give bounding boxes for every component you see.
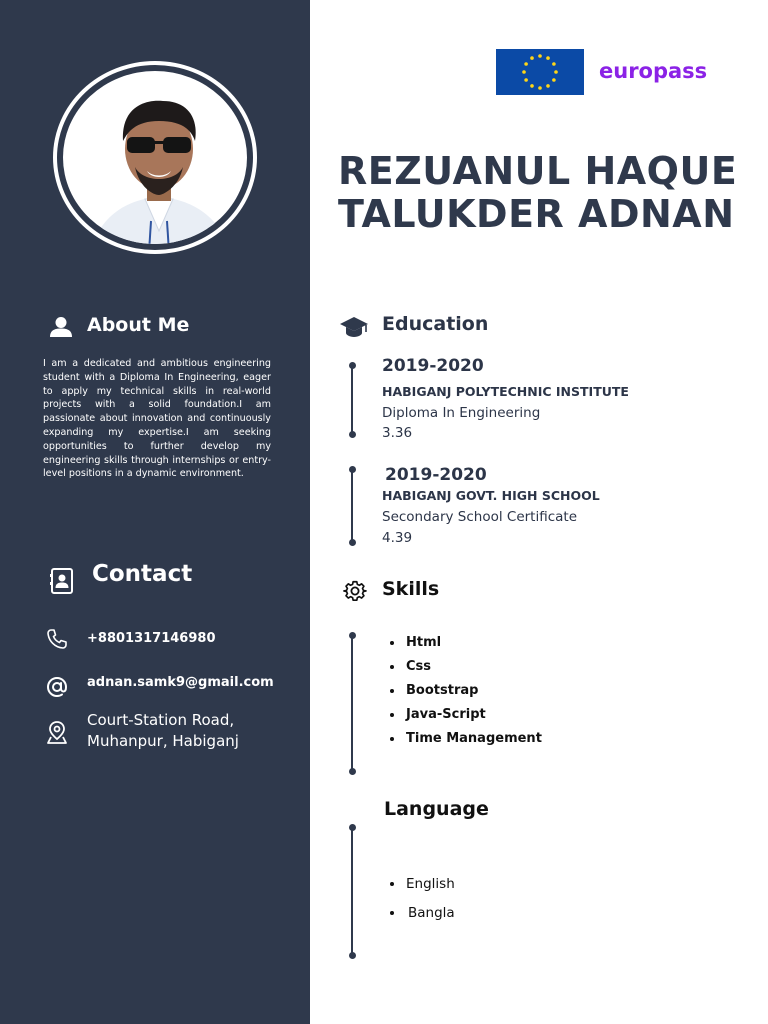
skill-item: Html	[390, 633, 542, 657]
timeline-dot	[349, 431, 356, 438]
education-timeline-1	[351, 366, 353, 434]
location-pin-icon	[45, 720, 69, 750]
skill-item: Time Management	[390, 729, 542, 753]
europass-logo: europass	[599, 59, 708, 83]
profile-photo	[53, 61, 257, 254]
education-timeline-2	[351, 470, 353, 542]
email-address[interactable]: adnan.samk9@gmail.com	[87, 675, 274, 690]
timeline-dot	[349, 768, 356, 775]
education-school: HABIGANJ POLYTECHNIC INSTITUTE	[382, 384, 629, 399]
profile-photo-image	[63, 71, 247, 244]
gear-icon	[343, 579, 367, 607]
education-grade: 3.36	[382, 425, 413, 441]
skill-item: Java-Script	[390, 705, 542, 729]
education-years: 2019-2020	[382, 356, 484, 376]
timeline-dot	[349, 466, 356, 473]
education-title: Education	[382, 313, 489, 335]
timeline-dot	[349, 539, 356, 546]
language-timeline	[351, 828, 353, 956]
language-item: Bangla	[390, 903, 455, 932]
sidebar	[0, 0, 310, 1024]
skills-title: Skills	[382, 578, 440, 600]
education-grade: 4.39	[382, 530, 413, 546]
user-icon	[49, 316, 73, 342]
timeline-dot	[349, 824, 356, 831]
phone-number[interactable]: +8801317146980	[87, 631, 216, 646]
at-sign-icon	[45, 675, 69, 703]
education-degree: Diploma In Engineering	[382, 405, 541, 421]
timeline-dot	[349, 952, 356, 959]
candidate-name: REZUANUL HAQUE TALUKDER ADNAN	[338, 149, 738, 236]
skill-item: Bootstrap	[390, 681, 542, 705]
education-school: HABIGANJ GOVT. HIGH SCHOOL	[382, 488, 600, 503]
address	[87, 710, 302, 752]
contact-card-icon	[50, 568, 74, 598]
timeline-dot	[349, 632, 356, 639]
about-title: About Me	[87, 314, 190, 336]
skill-item: Css	[390, 657, 542, 681]
address-line-1: Court-Station Road,	[87, 711, 235, 729]
language-list	[390, 874, 455, 932]
skills-timeline	[351, 636, 353, 772]
timeline-dot	[349, 362, 356, 369]
language-title: Language	[384, 798, 489, 820]
phone-icon	[45, 627, 69, 655]
language-item: English	[390, 874, 455, 903]
graduation-cap-icon	[339, 316, 369, 342]
contact-title: Contact	[92, 561, 193, 587]
education-years: 2019-2020	[385, 465, 487, 485]
eu-flag-icon	[496, 49, 584, 95]
address-line-2: Muhanpur, Habiganj	[87, 732, 239, 750]
skills-list	[390, 633, 542, 753]
about-text: I am a dedicated and ambitious engineering student with a Diploma In Engineering, eager to apply my technical skills in real-world projects with a solid foundation.I am passionate about innovation and continuously expanding my expertise.I am seeking opportunities to further develop my engineering skills through internships or entry-level positions in a dynamic environment.	[43, 358, 271, 480]
education-degree: Secondary School Certificate	[382, 509, 578, 525]
